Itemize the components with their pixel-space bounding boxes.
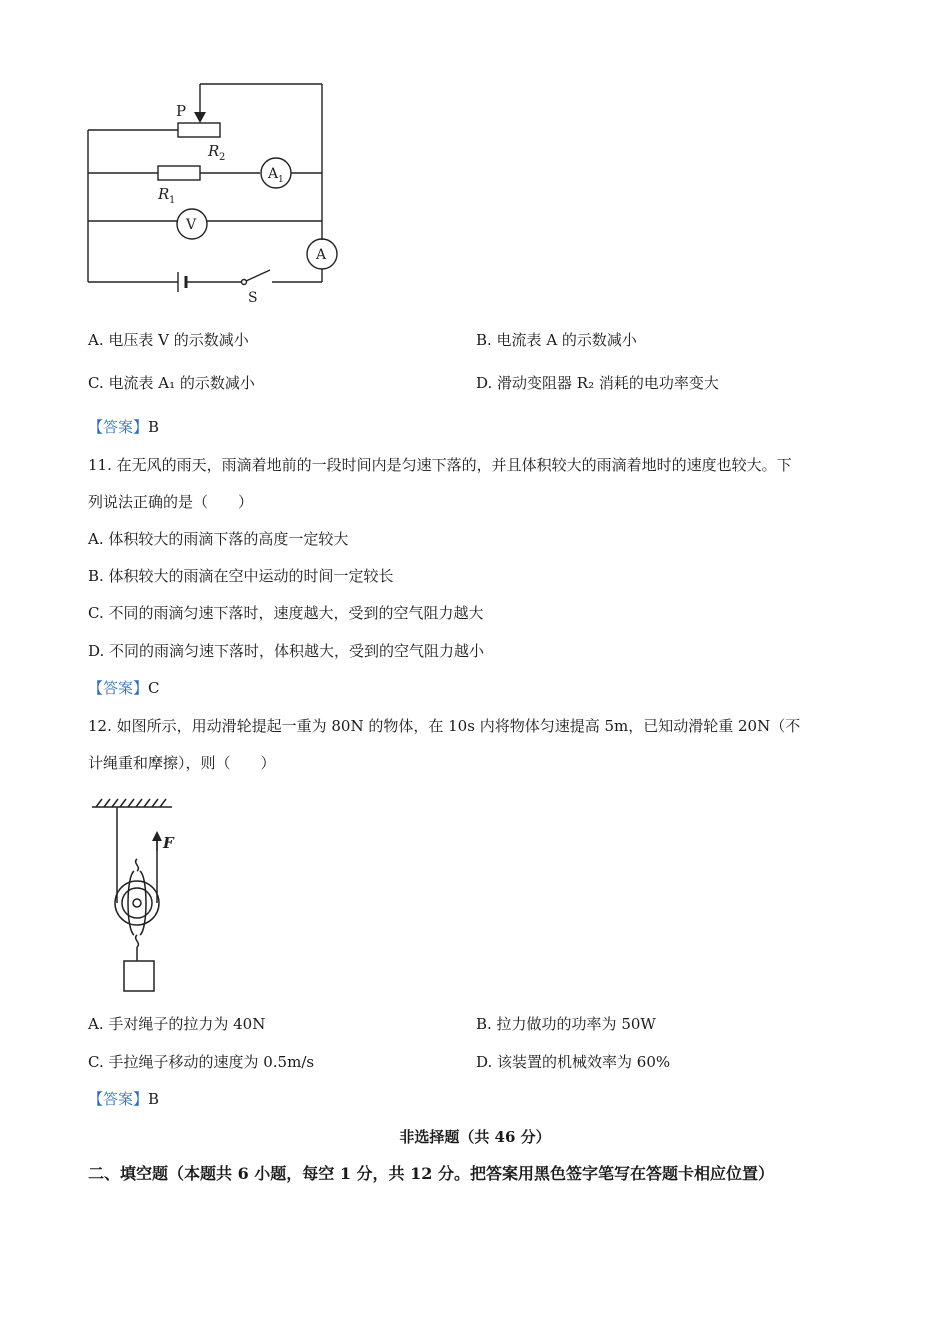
q12-option-c: C. 手拉绳子移动的速度为 0.5m/s bbox=[88, 1053, 315, 1071]
answer-tag: 【答案】 bbox=[88, 679, 149, 697]
answer-tag: 【答案】 bbox=[88, 418, 149, 436]
q12-option-d: D. 该装置的机械效率为 60% bbox=[476, 1053, 671, 1071]
section-heading: 二、填空题（本题共 6 小题，每空 1 分，共 12 分。把答案用黑色签字笔写在答题卡相应位置） bbox=[88, 1164, 774, 1183]
q12-option-b: B. 拉力做功的功率为 50W bbox=[476, 1015, 656, 1033]
q11-option-b: B. 体积较大的雨滴在空中运动的时间一定较长 bbox=[88, 567, 394, 585]
label-s: S bbox=[248, 290, 258, 306]
label-p: P bbox=[176, 102, 187, 120]
q11-stem-line1: 11. 在无风的雨天，雨滴着地前的一段时间内是匀速下落的，并且体积较大的雨滴着地时的速度也较大。下 bbox=[88, 456, 792, 474]
circuit-diagram bbox=[80, 78, 350, 308]
q11-stem-line2: 列说法正确的是（ ） bbox=[88, 493, 254, 511]
label-r1: R bbox=[158, 185, 170, 203]
q10-option-b: B. 电流表 A 的示数减小 bbox=[476, 331, 637, 349]
section-title: 非选择题（共 46 分） bbox=[399, 1128, 551, 1146]
answer-value: C bbox=[148, 679, 160, 697]
q12-stem-line2: 计绳重和摩擦），则（ ） bbox=[88, 754, 276, 772]
q10-answer bbox=[88, 416, 159, 438]
pulley-diagram bbox=[88, 793, 208, 998]
q12-option-a: A. 手对绳子的拉力为 40N bbox=[88, 1015, 266, 1033]
q10-option-d: D. 滑动变阻器 R₂ 消耗的电功率变大 bbox=[476, 374, 719, 392]
label-a1-sub: 1 bbox=[278, 175, 284, 185]
q11-answer bbox=[88, 677, 160, 699]
label-r2-sub: 2 bbox=[219, 152, 226, 163]
answer-value: B bbox=[148, 418, 160, 436]
q11-option-c: C. 不同的雨滴匀速下落时，速度越大，受到的空气阻力越大 bbox=[88, 604, 484, 622]
answer-value: B bbox=[148, 1090, 160, 1108]
q10-option-a: A. 电压表 V 的示数减小 bbox=[88, 331, 249, 349]
label-v: V bbox=[186, 217, 197, 233]
label-a1: A bbox=[268, 166, 279, 182]
answer-tag: 【答案】 bbox=[88, 1090, 149, 1108]
q11-option-d: D. 不同的雨滴匀速下落时，体积越大，受到的空气阻力越小 bbox=[88, 642, 485, 660]
q10-option-c: C. 电流表 A₁ 的示数减小 bbox=[88, 374, 255, 392]
label-f: F bbox=[163, 834, 174, 852]
q12-answer bbox=[88, 1088, 159, 1110]
q11-option-a: A. 体积较大的雨滴下落的高度一定较大 bbox=[88, 530, 349, 548]
q12-stem-line1: 12. 如图所示，用动滑轮提起一重为 80N 的物体，在 10s 内将物体匀速提高 5m，已知动滑轮重 20N（不 bbox=[88, 717, 801, 735]
label-r2: R bbox=[208, 142, 220, 160]
label-a: A bbox=[316, 247, 327, 263]
label-r1-sub: 1 bbox=[169, 195, 176, 206]
